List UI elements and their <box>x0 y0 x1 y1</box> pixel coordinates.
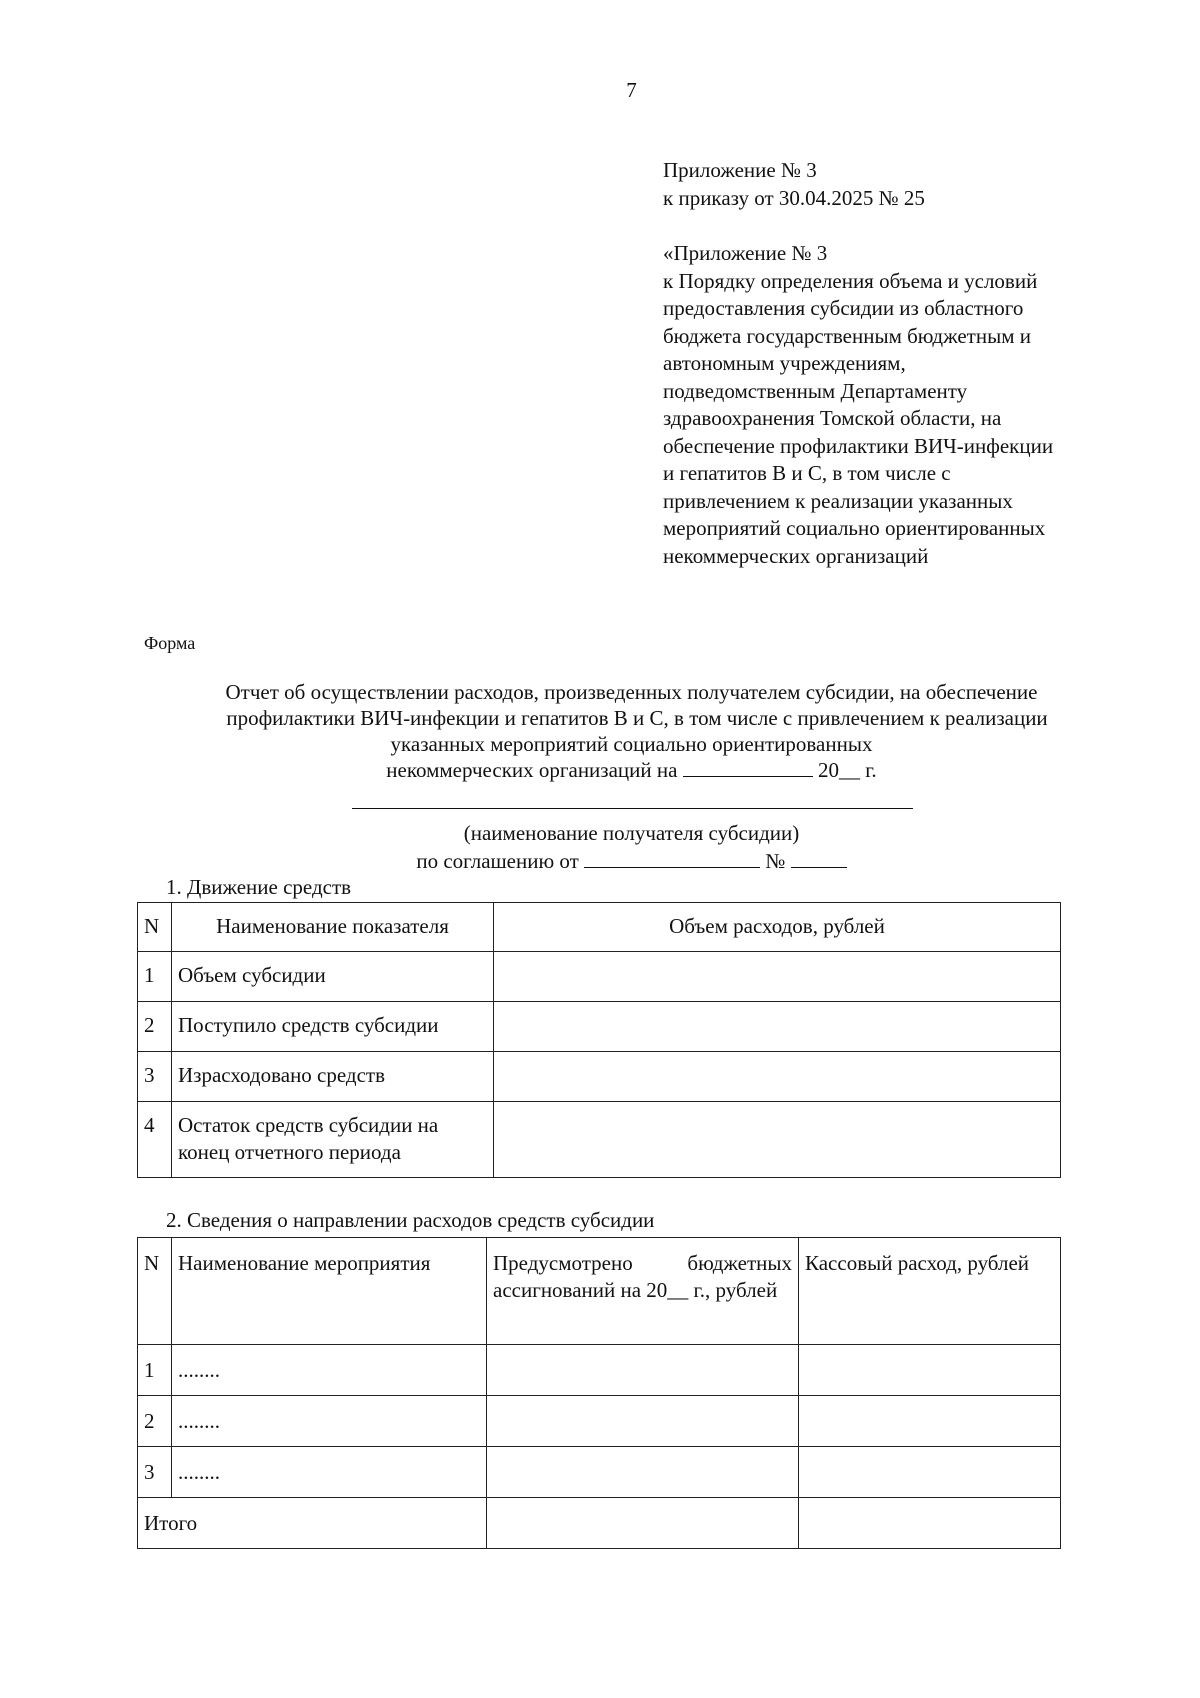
table-row <box>138 1002 1061 1052</box>
cash-cell[interactable] <box>799 1345 1061 1396</box>
appendix-line: Приложение № 3 <box>663 158 817 182</box>
appendix-quoted-line: предоставления субсидии из областного <box>663 296 1024 320</box>
planned-cell[interactable] <box>487 1447 799 1498</box>
agreement-prefix: по соглашению от <box>416 849 579 873</box>
funds-movement-table <box>137 902 1061 1178</box>
row-name: ........ <box>172 1345 487 1396</box>
agreement-number-blank[interactable] <box>791 849 847 868</box>
report-title-line <box>0 757 1200 783</box>
appendix-quoted-line: обеспечение профилактики ВИЧ-инфекции <box>663 433 1054 458</box>
agreement-number-label: № <box>765 849 786 873</box>
cash-total-cell[interactable] <box>799 1498 1061 1549</box>
planned-total-cell[interactable] <box>487 1498 799 1549</box>
appendix-quoted-line: мероприятий социально ориентированных <box>663 516 1046 540</box>
row-name: Поступило средств субсидии <box>172 1002 494 1052</box>
appendix-quoted-line: некоммерческих организаций <box>663 543 929 568</box>
row-number: 3 <box>138 1447 172 1498</box>
page-number: 7 <box>626 78 637 102</box>
report-title-prefix: некоммерческих организаций на <box>386 758 678 782</box>
row-name: ........ <box>172 1396 487 1447</box>
table-row <box>138 1102 1061 1178</box>
table-header-row <box>138 1238 1061 1345</box>
planned-cell[interactable] <box>487 1396 799 1447</box>
row-number: 3 <box>138 1052 172 1102</box>
header-cell: Наименование мероприятия <box>172 1238 487 1345</box>
row-name: Остаток средств субсидии на конец отчетного периода <box>172 1102 494 1178</box>
cash-cell[interactable] <box>799 1447 1061 1498</box>
appendix-quoted-line: «Приложение № 3 <box>663 241 828 265</box>
table-header-row <box>138 903 1061 952</box>
row-value-cell[interactable] <box>494 1052 1061 1102</box>
appendix-quoted-line: бюджета государственным бюджетным и <box>663 323 1031 348</box>
appendix-quoted-line: к Порядку определения объема и условий <box>663 268 1038 293</box>
row-name: ........ <box>172 1447 487 1498</box>
row-value-cell[interactable] <box>494 952 1061 1002</box>
agreement-line <box>0 847 1200 875</box>
header-cell: Кассовый расход, рублей <box>799 1238 1061 1345</box>
row-value-cell[interactable] <box>494 1002 1061 1052</box>
section-2-title: 2. Сведения о направлении расходов средств субсидии <box>166 1208 655 1232</box>
row-number: 1 <box>138 952 172 1002</box>
header-cell: N <box>138 1238 172 1345</box>
report-title <box>0 679 1200 783</box>
row-number: 4 <box>138 1102 172 1178</box>
row-number: 1 <box>138 1345 172 1396</box>
appendix-header <box>663 157 1133 570</box>
header-cell: Наименование показателя <box>172 903 494 952</box>
expense-directions-table <box>137 1237 1061 1549</box>
report-date-blank[interactable] <box>683 758 813 777</box>
appendix-quoted-line: здравоохранения Томской области, на <box>663 406 1002 430</box>
section-1-title: 1. Движение средств <box>166 875 352 899</box>
report-year: 20__ г. <box>817 758 877 782</box>
appendix-quoted-line: и гепатитов В и С, в том числе с <box>663 461 951 485</box>
total-row <box>138 1498 1061 1549</box>
report-title-line: указанных мероприятий социально ориентированных <box>390 732 873 756</box>
recipient-block <box>0 819 1200 875</box>
appendix-line: к приказу от 30.04.2025 № 25 <box>663 185 925 210</box>
recipient-name-line[interactable] <box>352 808 913 809</box>
cash-cell[interactable] <box>799 1396 1061 1447</box>
row-name: Израсходовано средств <box>172 1052 494 1102</box>
total-label: Итого <box>138 1498 487 1549</box>
appendix-quoted-line: автономным учреждениям, <box>663 351 906 375</box>
form-label: Форма <box>144 633 196 653</box>
appendix-quoted-line: подведомственным Департаменту <box>663 378 968 403</box>
row-number: 2 <box>138 1396 172 1447</box>
report-title-line: профилактики ВИЧ-инфекции и гепатитов В и С, в том числе с привлечением к реализации <box>226 706 1048 730</box>
header-cell: Объем расходов, рублей <box>494 903 1061 952</box>
report-title-line: Отчет об осуществлении расходов, произведенных получателем субсидии, на обеспечение <box>225 680 1038 704</box>
recipient-caption: (наименование получателя субсидии) <box>463 821 800 845</box>
table-row <box>138 1345 1061 1396</box>
planned-cell[interactable] <box>487 1345 799 1396</box>
agreement-date-blank[interactable] <box>584 849 760 868</box>
header-cell: N <box>138 903 172 952</box>
row-number: 2 <box>138 1002 172 1052</box>
table-row <box>138 1447 1061 1498</box>
table-row <box>138 1396 1061 1447</box>
row-name: Объем субсидии <box>172 952 494 1002</box>
header-cell: Предусмотрено бюджетных ассигнований на 20__ г., рублей <box>487 1238 799 1345</box>
appendix-quoted-line: привлечением к реализации указанных <box>663 488 1013 513</box>
table-row <box>138 952 1061 1002</box>
row-value-cell[interactable] <box>494 1102 1061 1178</box>
table-row <box>138 1052 1061 1102</box>
